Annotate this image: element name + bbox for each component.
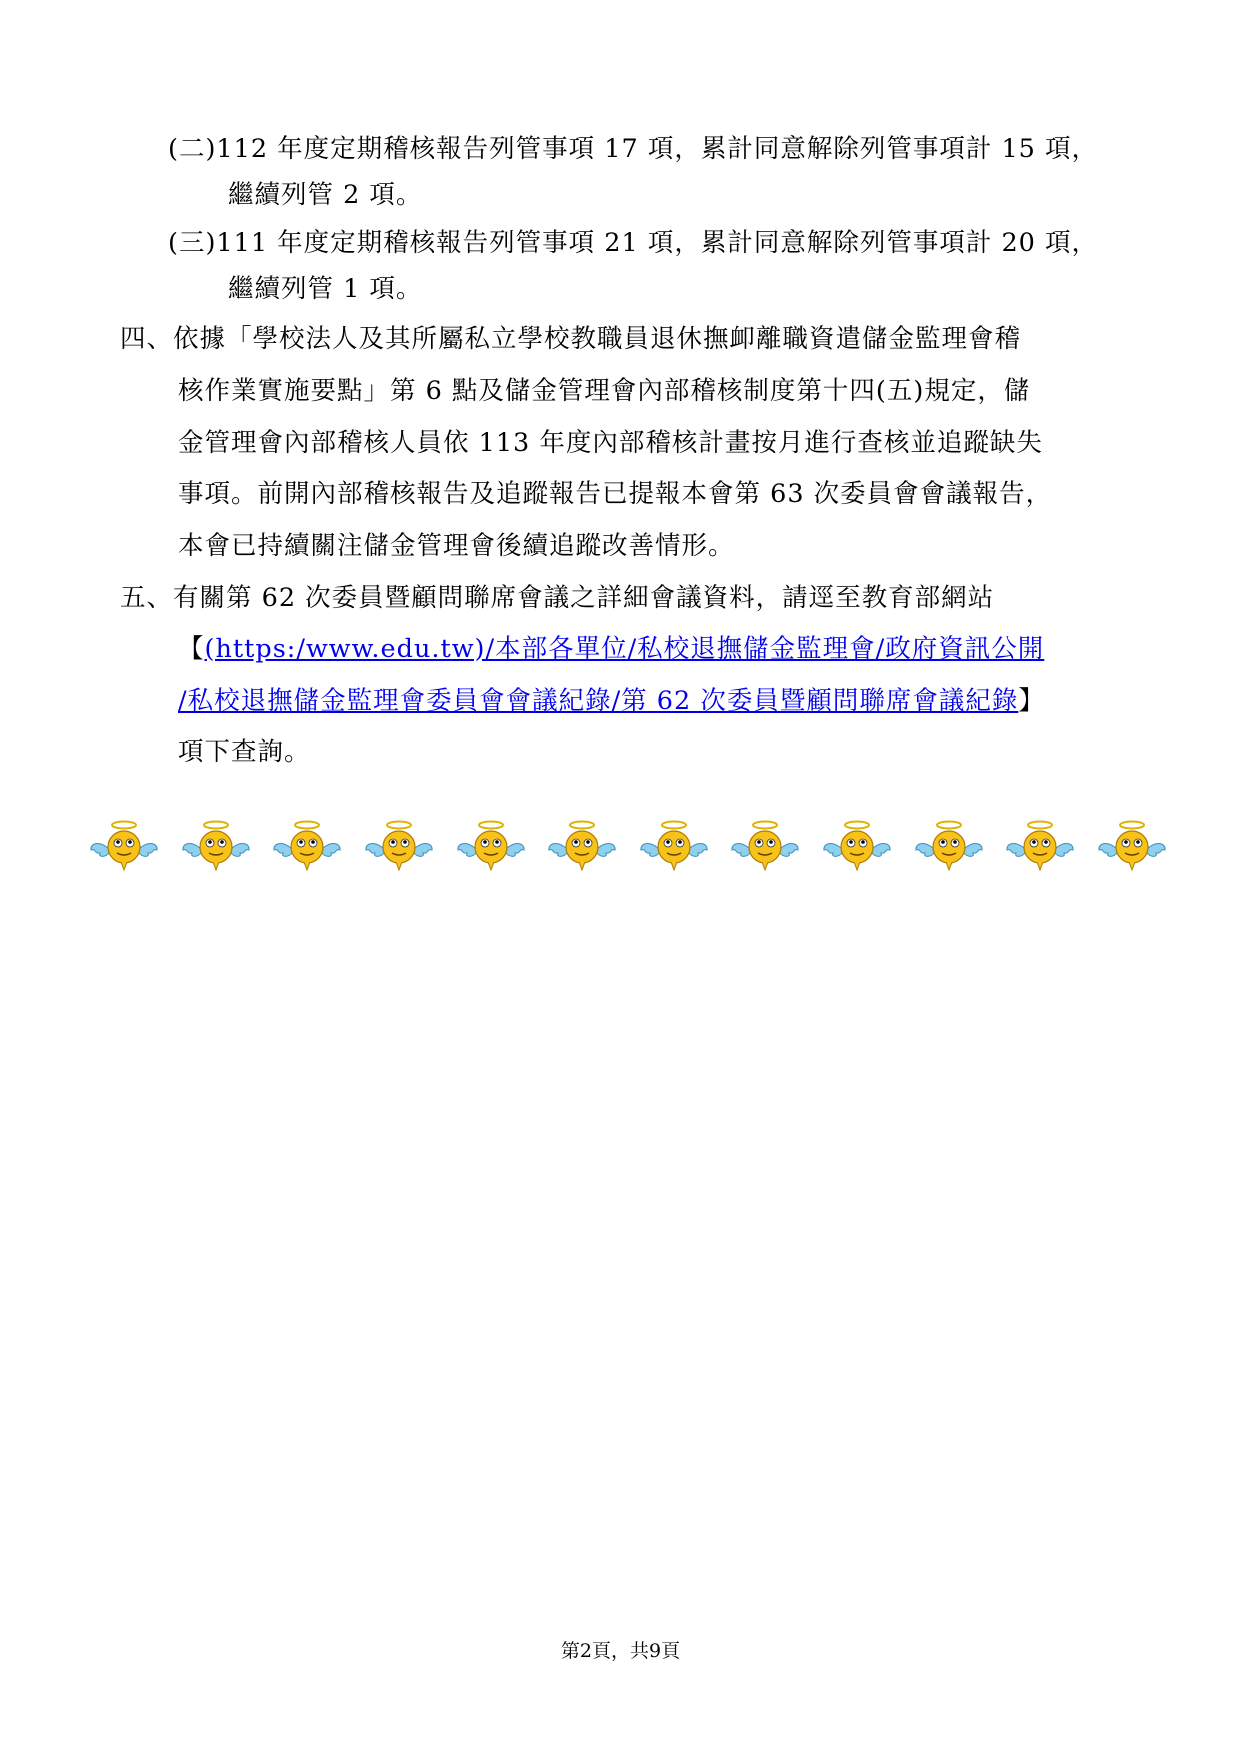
angel-smiley-icon [821,818,893,878]
item-five-line-4: 項下查詢。 [178,737,311,767]
bracket-close: 】 [1018,686,1045,716]
bracket-open: 【 [178,634,205,664]
moe-website-link-part-1[interactable]: (https:/www.edu.tw)/本部各單位/私校退撫儲金監理會/政府資訊公開 [204,634,1045,664]
angel-smiley-icon [180,818,252,878]
item-two-line-2: 繼續列管 2 項。 [228,180,423,210]
item-four-line-2: 核作業實施要點」第 6 點及儲金管理會內部稽核制度第十四(五)規定，儲 [178,376,1031,406]
angel-smiley-icon [271,818,343,878]
angel-smiley-icon [729,818,801,878]
item-three-line-2: 繼續列管 1 項。 [228,274,423,304]
item-four-line-5: 本會已持續關注儲金管理會後續追蹤改善情形。 [178,531,735,561]
item-five-line-1: 五、有關第 62 次委員暨顧問聯席會議之詳細會議資料，請逕至教育部網站 [120,583,995,613]
item-two-line-1: (二)112 年度定期稽核報告列管事項 17 項，累計同意解除列管事項計 15 項， [168,134,1098,164]
angel-smiley-icon [88,818,160,878]
angel-smiley-icon [1004,818,1076,878]
angel-smiley-icon [455,818,527,878]
item-five-line-2 [178,631,1044,667]
item-five-line-3 [178,683,1045,719]
item-four-line-1: 四、依據「學校法人及其所屬私立學校教職員退休撫卹離職資遣儲金監理會稽 [120,324,1022,354]
page-number-footer: 第2頁，共9頁 [560,1640,681,1662]
angel-smiley-icon [363,818,435,878]
angel-smiley-icon [546,818,618,878]
angel-smiley-icon [913,818,985,878]
angel-smiley-icon [1096,818,1168,878]
item-three-line-1: (三)111 年度定期稽核報告列管事項 21 項，累計同意解除列管事項計 20 項， [168,228,1098,258]
angel-smiley-icon [638,818,710,878]
angel-decoration-row [88,818,1168,878]
item-four-line-3: 金管理會內部稽核人員依 113 年度內部稽核計畫按月進行查核並追蹤缺失 [178,428,1043,458]
moe-website-link-part-2[interactable]: /私校退撫儲金監理會委員會會議紀錄/第 62 次委員暨顧問聯席會議紀錄 [178,686,1019,716]
item-four-line-4: 事項。前開內部稽核報告及追蹤報告已提報本會第 63 次委員會會議報告， [178,479,1053,509]
